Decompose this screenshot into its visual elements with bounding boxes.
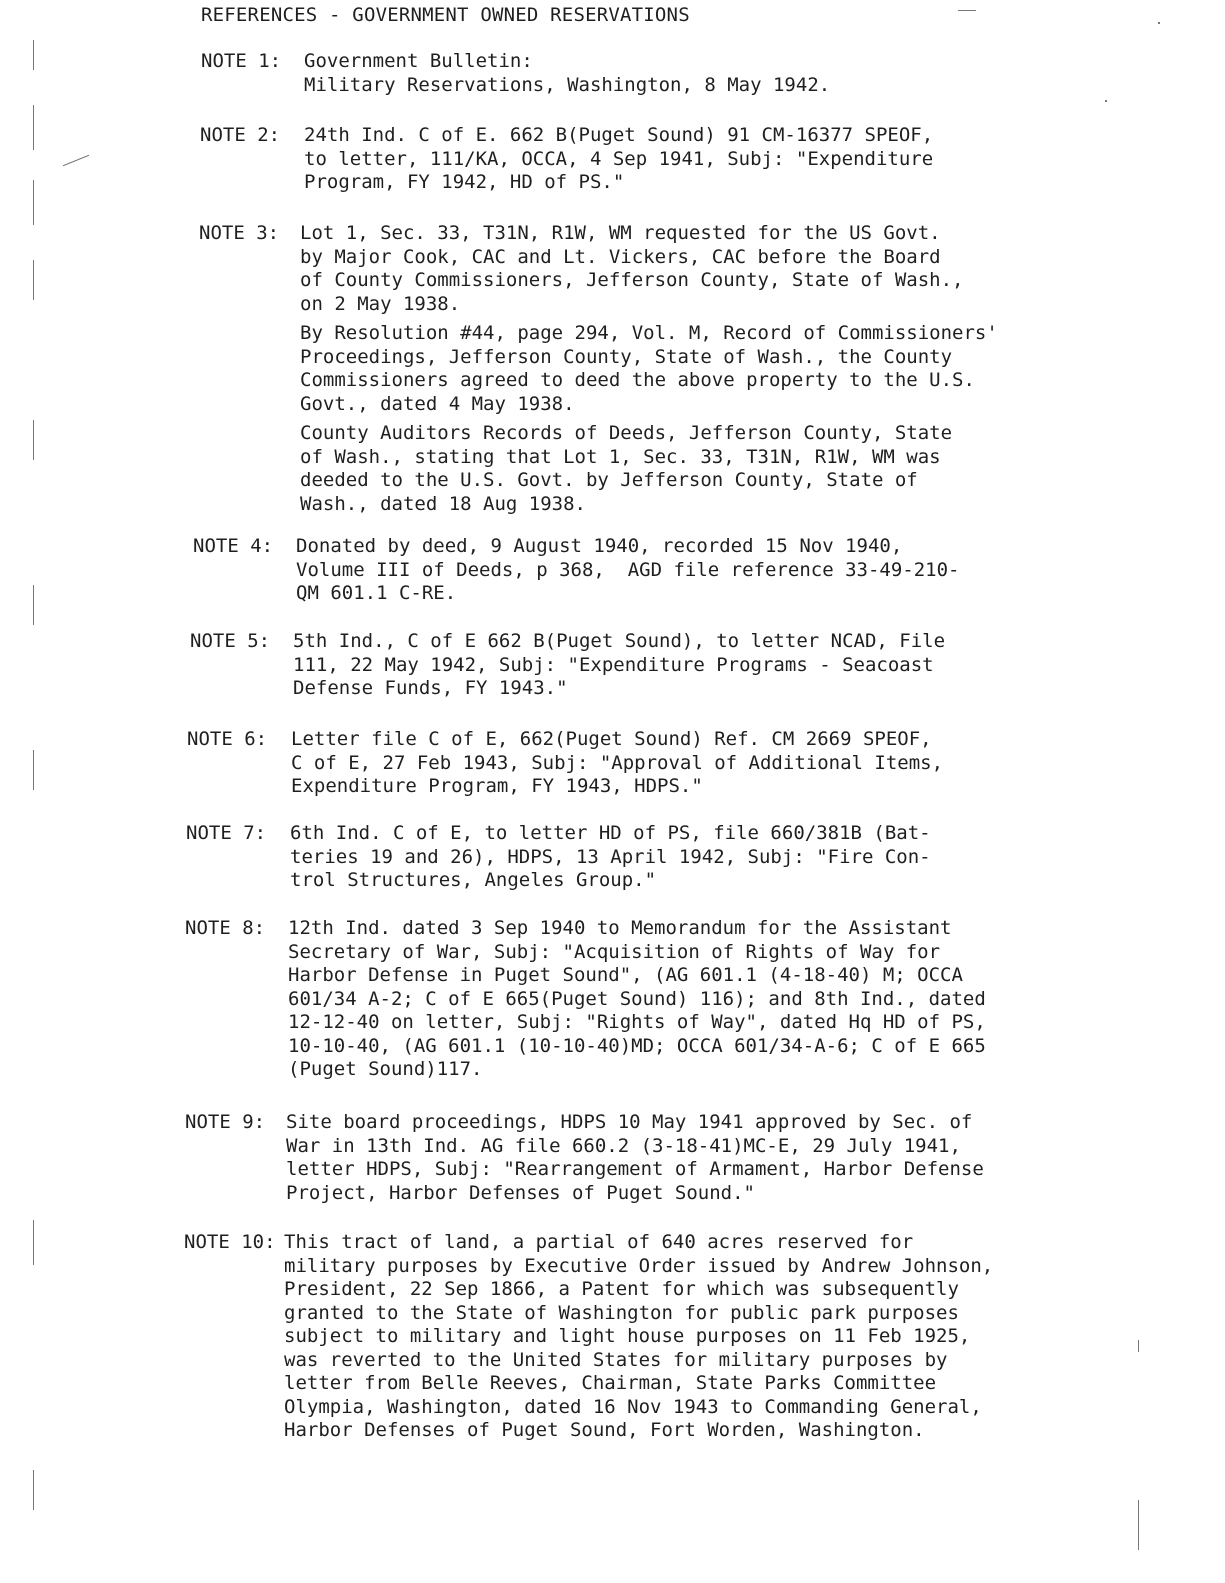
note-body [286,1111,984,1205]
note-line: 601/34 A-2; C of E 665(Puget Sound) 116); and 8th Ind., dated [288,987,986,1010]
note-line: C of E, 27 Feb 1943, Subj: "Approval of Additional Items, [291,751,944,774]
note-paragraph [296,535,959,606]
page-title: REFERENCES - GOVERNMENT OWNED RESERVATIONS [201,4,690,26]
note-line: Defense Funds, FY 1943." [293,677,568,699]
note-line: Military Reservations, Washington, 8 May 1942. [304,73,831,96]
note-line: teries 19 and 26), HDPS, 13 April 1942, Subj: "Fire Con- [290,845,931,868]
note-line: 12th Ind. dated 3 Sep 1940 to Memorandum for the Assistant [288,917,952,939]
note-body [296,535,959,606]
note-paragraph [293,630,945,701]
note-line: to letter, 111/KA, OCCA, 4 Sep 1941, Subj: "Expenditure [304,147,934,170]
note-line: by Major Cook, CAC and Lt. Vickers, CAC before the Board [300,245,941,268]
scan-mark [33,1470,34,1510]
note-paragraph [300,422,998,516]
note-line: Proceedings, Jefferson County, State of Wash., the County [300,345,953,368]
note-line: was reverted to the United States for military purposes by [284,1348,948,1371]
note-line: President, 22 Sep 1866, a Patent for which was subsequently [284,1278,959,1300]
note-line: 5th Ind., C of E 662 B(Puget Sound), to letter NCAD, File [293,630,946,652]
scan-mark [63,155,89,166]
note-paragraph [290,822,931,893]
scan-mark [1138,1340,1139,1352]
note-line: Lot 1, Sec. 33, T31N, R1W, WM requested for the US Govt. [300,222,941,244]
note-paragraph [304,50,830,97]
note-line: Program, FY 1942, HD of PS." [304,171,625,193]
note-line: By Resolution #44, page 294, Vol. M, Record of Commissioners' [300,322,998,344]
note-line: Donated by deed, 9 August 1940, recorded 15 Nov 1940, [296,535,903,557]
note-line: 6th Ind. C of E, to letter HD of PS, file 660/381B (Bat- [290,822,931,844]
note-line: Harbor Defenses of Puget Sound, Fort Worden, Washington. [284,1419,925,1441]
note-line: Harbor Defense in Puget Sound", (AG 601.1 (4-18-40) M; OCCA [288,964,963,986]
scan-mark [1158,22,1160,24]
note-label: NOTE 4: [193,535,274,557]
note-line: 24th Ind. C of E. 662 B(Puget Sound) 91 CM-16377 SPEOF, [304,124,934,146]
note-label: NOTE 1: [201,50,282,72]
scan-mark [958,10,976,11]
note-line: Expenditure Program, FY 1943, HDPS." [291,775,703,797]
note-line: subject to military and light house purposes on 11 Feb 1925, [284,1325,971,1347]
note-body [304,50,830,97]
note-line: Government Bulletin: [304,50,533,72]
scan-mark [33,585,34,625]
note-line: military purposes by Executive Order issued by Andrew Johnson, [284,1254,994,1277]
note-line: This tract of land, a partial of 640 acres reserved for [284,1231,914,1253]
note-body [293,630,945,701]
note-paragraph [304,124,933,195]
note-line: Letter file C of E, 662(Puget Sound) Ref. CM 2669 SPEOF, [291,728,932,750]
note-line: 10-10-40, (AG 601.1 (10-10-40)MD; OCCA 601/34-A-6; C of E 665 [288,1034,986,1057]
note-paragraph [300,222,998,316]
note-line: granted to the State of Washington for public park purposes [284,1301,959,1324]
scan-mark [33,40,34,70]
note-line: 12-12-40 on letter, Subj: "Rights of Way", dated Hq HD of PS, [288,1011,986,1033]
note-label: NOTE 7: [186,822,267,844]
note-line: Volume III of Deeds, p 368, AGD file reference 33-49-210- [296,558,960,581]
note-line: 111, 22 May 1942, Subj: "Expenditure Programs - Seacoast [293,653,934,676]
note-line: of County Commissioners, Jefferson County, State of Wash., [300,269,964,291]
scan-mark [33,1220,34,1265]
note-line: War in 13th Ind. AG file 660.2 (3-18-41)MC-E, 29 July 1941, [286,1134,961,1157]
note-label: NOTE 3: [199,222,280,244]
note-line: Project, Harbor Defenses of Puget Sound." [286,1181,755,1204]
scan-mark [33,260,34,300]
note-body [288,917,986,1082]
note-line: Secretary of War, Subj: "Acquisition of Rights of Way for [288,940,941,963]
note-line: trol Structures, Angeles Group." [290,869,657,891]
note-line: on 2 May 1938. [300,292,461,315]
note-line: letter from Belle Reeves, Chairman, State Parks Committee [284,1372,937,1394]
note-line: Wash., dated 18 Aug 1938. [300,492,586,515]
note-body [300,222,998,516]
note-body [284,1231,993,1443]
scan-mark [33,105,34,150]
note-paragraph [288,917,986,1082]
note-label: NOTE 5: [190,630,271,652]
note-line: deeded to the U.S. Govt. by Jefferson County, State of [300,469,918,491]
note-line: Govt., dated 4 May 1938. [300,392,575,415]
note-label: NOTE 2: [200,124,281,146]
note-paragraph [300,322,998,416]
note-line: County Auditors Records of Deeds, Jefferson County, State [300,422,953,444]
scan-mark [33,750,34,790]
note-line: letter HDPS, Subj: "Rearrangement of Armament, Harbor Defense [286,1158,984,1180]
note-line: Site board proceedings, HDPS 10 May 1941 approved by Sec. of [286,1111,973,1133]
note-line: of Wash., stating that Lot 1, Sec. 33, T31N, R1W, WM was [300,445,941,468]
note-body [291,728,943,799]
scan-mark [1138,1500,1139,1550]
note-paragraph [286,1111,984,1205]
note-body [290,822,931,893]
note-label: NOTE 6: [187,728,268,750]
note-label: NOTE 10: [184,1231,276,1253]
note-paragraph [284,1231,993,1443]
note-body [304,124,933,195]
note-label: NOTE 9: [185,1111,266,1133]
note-line: Olympia, Washington, dated 16 Nov 1943 to Commanding General, [284,1395,982,1418]
scan-mark [33,180,34,225]
note-line: QM 601.1 C-RE. [296,582,457,604]
note-line: Commissioners agreed to deed the above property to the U.S. [300,369,975,391]
note-paragraph [291,728,943,799]
note-line: (Puget Sound)117. [288,1058,483,1080]
scan-mark [33,420,34,460]
note-label: NOTE 8: [185,917,266,939]
scan-mark [1105,100,1107,102]
